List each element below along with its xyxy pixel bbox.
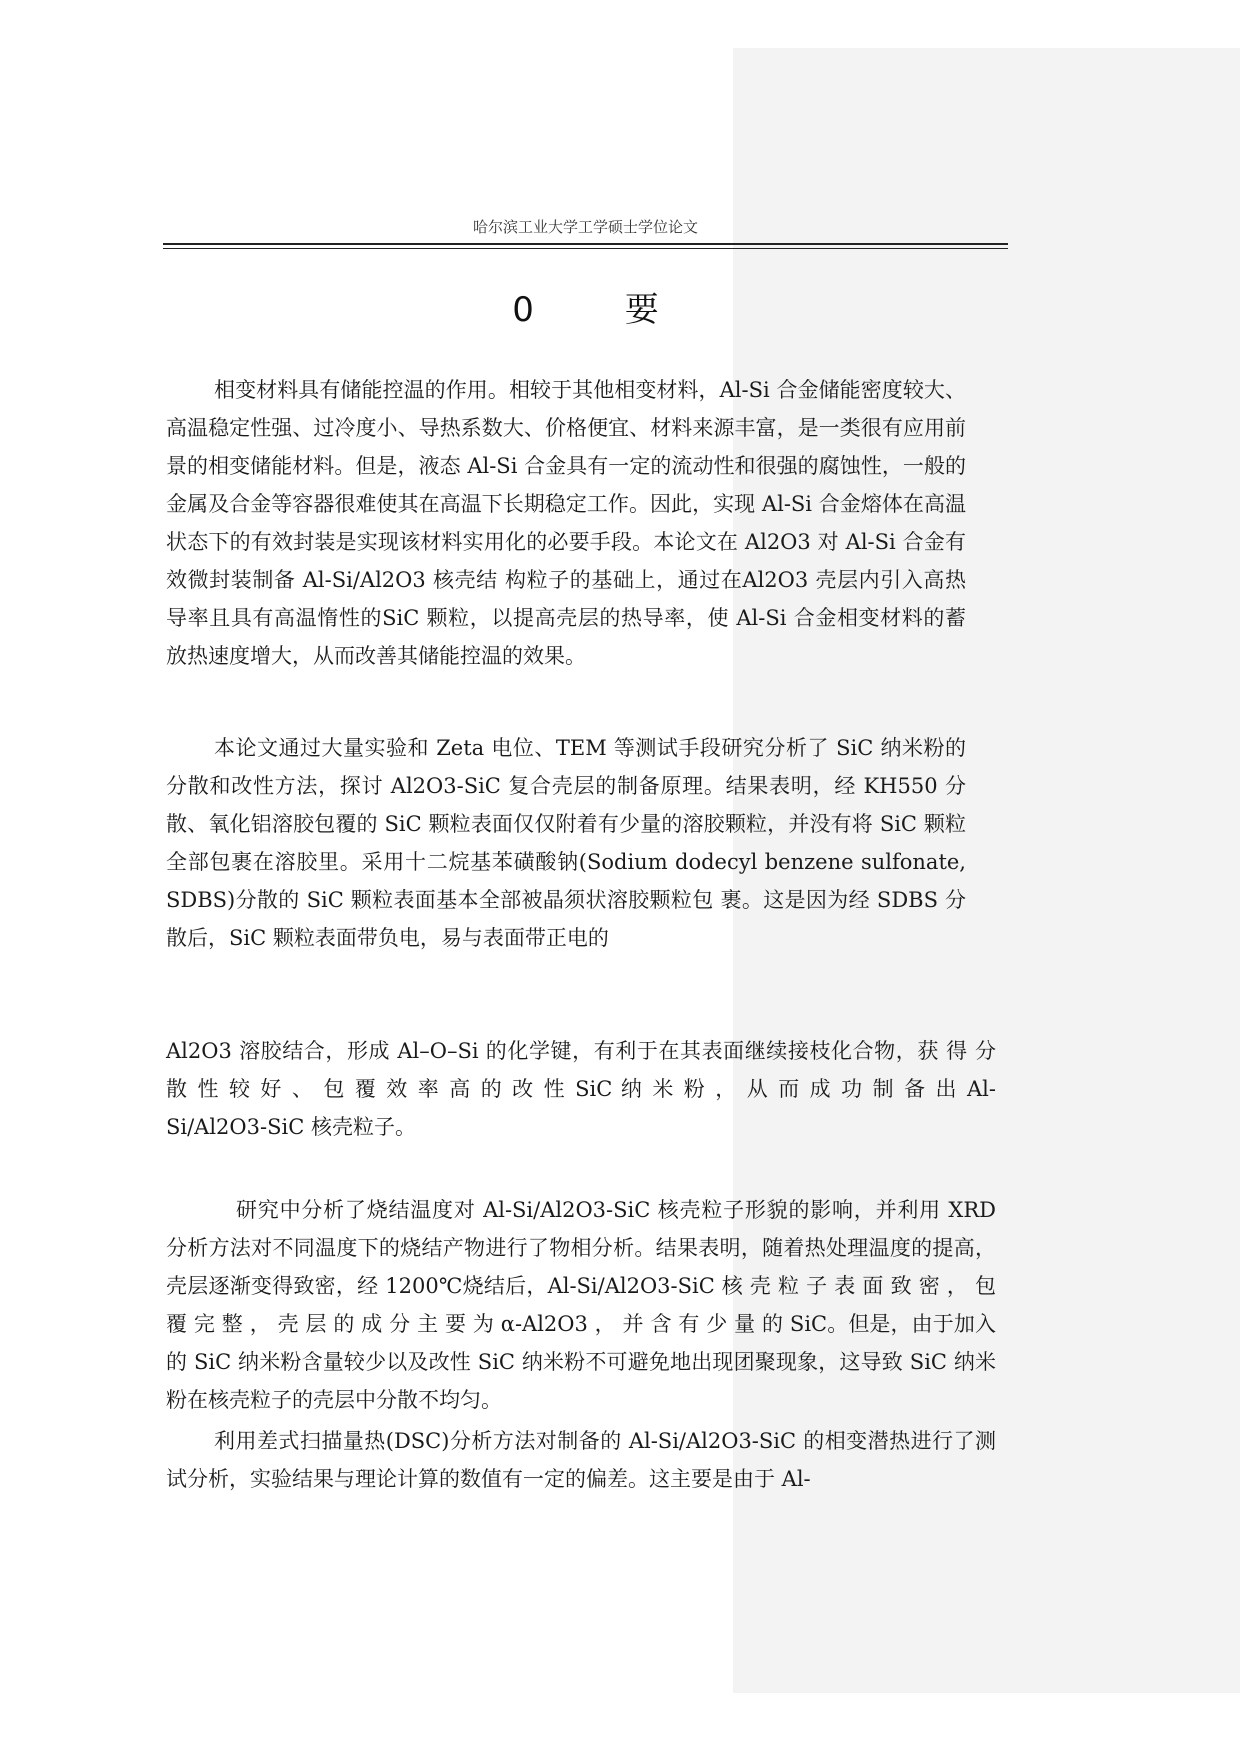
paragraph-text: 本论文通过大量实验和 Zeta 电位、TEM 等测试手段研究分析了 SiC 纳米粉的分散和改性方法，探讨 Al2O3-SiC 复合壳层的制备原理。结果表明，经 KH550 分散、氧化铝溶胶包覆的 SiC 颗粒表面仅仅附着有少量的溶胶颗粒，并没有将 SiC 颗粒全部包裹在溶胶里。采用十二烷基苯磺酸钠(Sodium dodecyl benzene sulfonate, SDBS)分散的 SiC 颗粒表面基本全部被晶须状溶胶颗粒包 裹。这是因为经 SDBS 分散后，SiC 颗粒表面带负电，易与表面带正电的 xyxy=(166,736,966,950)
header-rule-thick xyxy=(163,243,1008,245)
paragraph-text: Al2O3 溶胶结合，形成 Al–O–Si 的化学键，有利于在其表面继续接枝化合物，获 得 分 散 性 较 好 、 包 覆 效 率 高 的 改 性 SiC 纳 米 粉 ， 从 而 成 功 制 备 出 Al-Si/Al2O3-SiC 核壳粒子。 xyxy=(166,1039,996,1139)
paragraph-text: 利用差式扫描量热(DSC)分析方法对制备的 Al-Si/Al2O3-SiC 的相变潜热进行了测试分析，实验结果与理论计算的数值有一定的偏差。这主要是由于 Al- xyxy=(166,1429,996,1491)
abstract-paragraph-1 xyxy=(166,371,966,675)
running-header: 哈尔滨工业大学工学硕士学位论文 xyxy=(472,218,698,236)
abstract-paragraph-4 xyxy=(166,1191,996,1419)
section-title: 0 要 xyxy=(512,290,699,330)
header-rule-thin xyxy=(163,248,1008,249)
paragraph-text: 相变材料具有储能控温的作用。相较于其他相变材料，Al-Si 合金储能密度较大、高温稳定性强、过冷度小、导热系数大、价格便宜、材料来源丰富，是一类很有应用前景的相变储能材料。但是，液态 Al-Si 合金具有一定的流动性和很强的腐蚀性，一般的金属及合金等容器很难使其在高温下长期稳定工作。因此，实现 Al-Si 合金熔体在高温状态下的有效封装是实现该材料实用化的必要手段。本论文在 Al2O3 对 Al-Si 合金有效微封装制备 Al-Si/Al2O3 核壳结 构粒子的基础上，通过在Al2O3 壳层内引入高热导率且具有高温惰性的SiC 颗粒，以提高壳层的热导率，使 Al-Si 合金相变材料的蓄放热速度增大，从而改善其储能控温的效果。 xyxy=(166,378,966,668)
abstract-paragraph-5 xyxy=(166,1422,996,1498)
abstract-paragraph-2 xyxy=(166,729,966,957)
paragraph-text: 研究中分析了烧结温度对 Al-Si/Al2O3-SiC 核壳粒子形貌的影响，并利用 XRD 分析方法对不同温度下的烧结产物进行了物相分析。结果表明，随着热处理温度的提高，壳层逐渐变得致密，经 1200℃烧结后，Al-Si/Al2O3-SiC 核 壳 粒 子 表 面 致 密 ， 包 覆 完 整 ， 壳 层 的 成 分 主 要 为 α-Al2O3 ， 并 含 有 少 量 的 SiC。但是，由于加入的 SiC 纳米粉含量较少以及改性 SiC 纳米粉不可避免地出现团聚现象，这导致 SiC 纳米粉在核壳粒子的壳层中分散不均匀。 xyxy=(166,1198,996,1412)
abstract-paragraph-3 xyxy=(166,1032,996,1146)
